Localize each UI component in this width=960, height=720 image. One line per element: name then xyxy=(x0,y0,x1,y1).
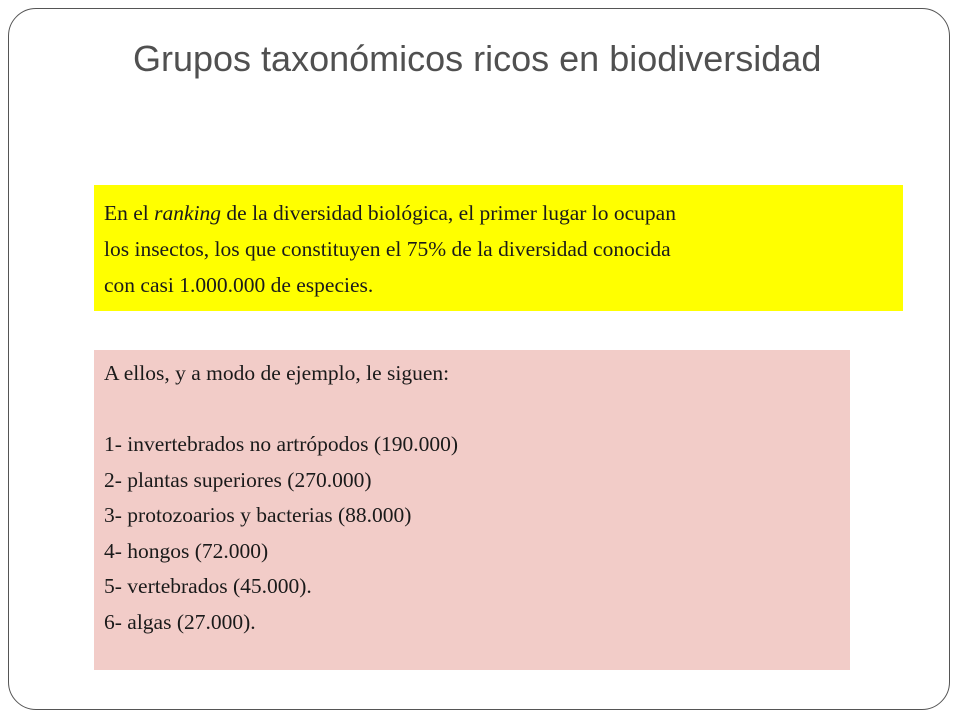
list-item: 5- vertebrados (45.000). xyxy=(104,574,312,598)
intro-line-2: los insectos, los que constituyen el 75% de la diversidad conocida xyxy=(104,237,671,261)
intro-highlight-box xyxy=(94,185,903,311)
list-item: 4- hongos (72.000) xyxy=(104,538,269,563)
list-item: 2- plantas superiores (270.000) xyxy=(104,467,372,492)
list-item: 6- algas (27.000). xyxy=(104,609,256,634)
list-item: 1- invertebrados no artrópodos (190.000) xyxy=(104,432,459,456)
list-spacer xyxy=(104,392,840,428)
ranking-word: ranking xyxy=(154,201,222,225)
list-lead-text: A ellos, y a modo de ejemplo, le siguen: xyxy=(104,361,450,385)
slide-title: Grupos taxonómicos ricos en biodiversidad xyxy=(133,38,822,79)
taxa-list-box xyxy=(94,350,850,670)
intro-line-3: con casi 1.000.000 de especies. xyxy=(104,273,374,297)
list-item: 3- protozoarios y bacterias (88.000) xyxy=(104,503,412,527)
intro-line-1 xyxy=(104,195,891,231)
intro-text-part-2: de la diversidad biológica, el primer lugar lo ocupan xyxy=(221,201,676,225)
intro-text-part-1: En el xyxy=(104,201,155,225)
